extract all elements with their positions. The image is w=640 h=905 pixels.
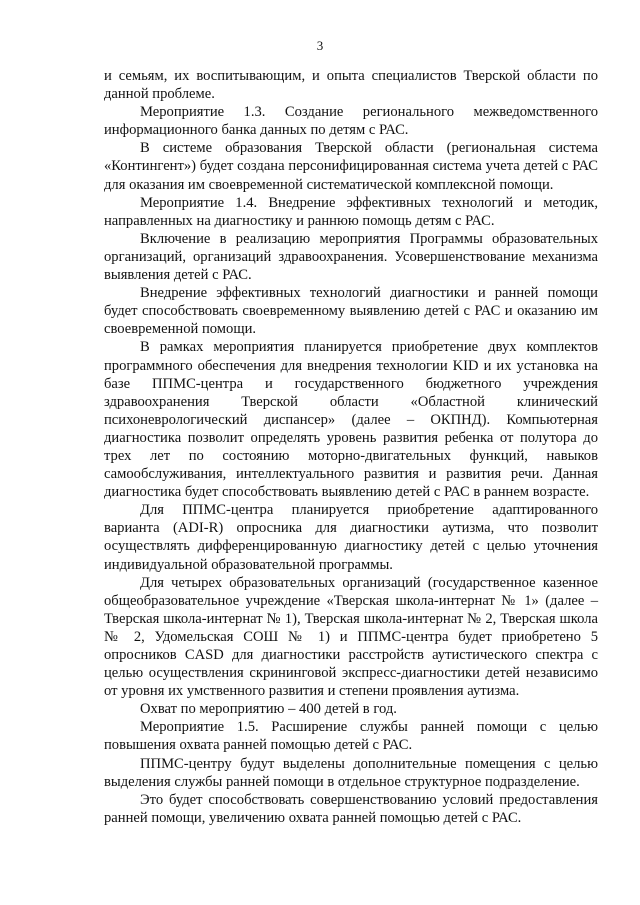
paragraph-kid-technology: В рамках мероприятия планируется приобретение двух комплектов программного обеспечения для внедрения технологии KID и их установка на базе ППМС-центра и государственного бюджетного учреждения здравоохранения Тверской области «Областной клинический психоневрологический диспансер» (далее – ОКПНД). Компьютерная диагностика позволит определять уровень развития ребенка от полутора до трех лет по состоянию моторно-двигательных функций, навыков самообслуживания, интеллектуального развития и развития речи. Данная диагностика будет способствовать выявлению детей с РАС в раннем возрасте. — [104, 339, 598, 501]
paragraph-measure-1-5-heading: Мероприятие 1.5. Расширение службы ранней помощи с целью повышения охвата ранней помощью детей с РАС. — [104, 719, 598, 754]
paragraph-early-detection: Внедрение эффективных технологий диагностики и ранней помощи будет способствовать своевременному выявлению детей с РАС и оказанию им своевременной помощи. — [104, 285, 598, 338]
paragraph-continuation: и семьям, их воспитывающим, и опыта специалистов Тверской области по данной проблеме. — [104, 68, 598, 103]
paragraph-adi-r: Для ППМС-центра планируется приобретение адаптированного варианта (ADI-R) опросника для диагностики аутизма, что позволит осуществлять дифференцированную диагностику детей с целью уточнения индивидуальной образовательной программы. — [104, 502, 598, 573]
paragraph-measure-1-4-heading: Мероприятие 1.4. Внедрение эффективных технологий и методик, направленных на диагностику и раннюю помощь детям с РАС. — [104, 194, 598, 229]
paragraph-inclusion: Включение в реализацию мероприятия Программы образовательных организаций, организаций здравоохранения. Усовершенствование механизма выявления детей с РАС. — [104, 230, 598, 284]
document-body — [104, 67, 598, 827]
paragraph-casd: Для четырех образовательных организаций (государственное казенное общеобразовательное учреждение «Тверская школа-интернат № 1» (далее – Тверская школа-интернат № 1), Тверская школа-интернат № 2, Тверская школа № 2, Удомельская СОШ № 1) и ППМС-центра будет приобретено 5 опросников CASD для диагностики расстройств аутистического спектра с целью осуществления скрининговой экспресс-диагностики детей независимо от уровня их умственного развития и степени проявления аутизма. — [104, 574, 598, 700]
page-number: 3 — [316, 38, 324, 53]
paragraph-coverage: Охват по мероприятию – 400 детей в год. — [140, 701, 397, 718]
paragraph-conclusion: Это будет способствовать совершенствованию условий предоставления ранней помощи, увеличению охвата ранней помощью детей с РАС. — [104, 791, 598, 826]
paragraph-premises: ППМС-центру будут выделены дополнительные помещения с целью выделения службы ранней помощи в отдельное структурное подразделение. — [104, 755, 598, 790]
paragraph-contingent-system: В системе образования Тверской области (региональная система «Контингент») будет создана персонифицированная система учета детей с РАС для оказания им своевременной систематической комплексной помощи. — [104, 140, 598, 193]
paragraph-measure-1-3-heading: Мероприятие 1.3. Создание регионального межведомственного информационного банка данных по детям с РАС. — [104, 104, 598, 139]
